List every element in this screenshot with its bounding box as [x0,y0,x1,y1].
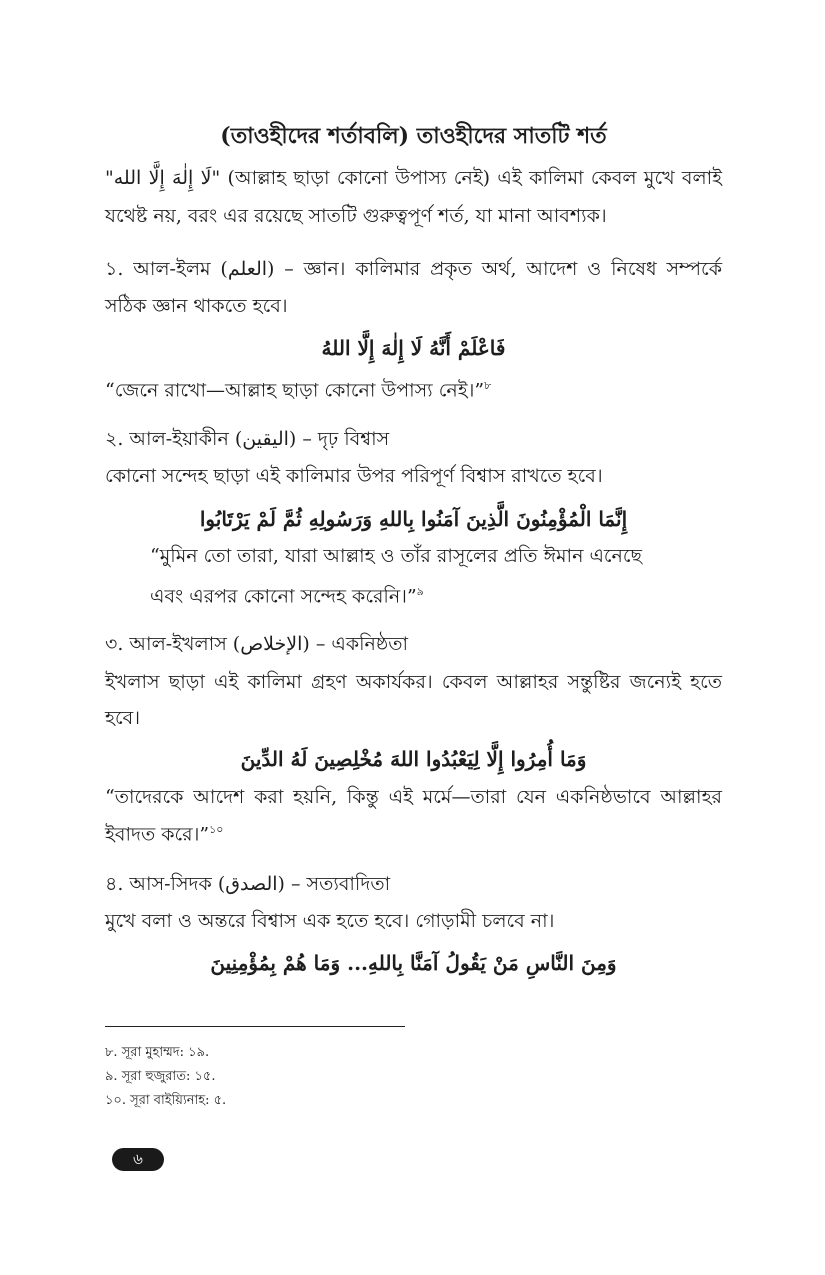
footnote-8: ৮. সূরা মুহাম্মদ: ১৯. [105,1045,210,1060]
section-1-arabic-verse: فَاعْلَمْ أَنَّهُ لَا إِلٰهَ إِلَّا اللهُ [321,336,506,360]
footnote-ref-8: ৮ [484,379,492,392]
translation-text: ইবাদত করে।” [105,823,210,846]
footnote-ref-9: ৯ [416,585,424,598]
footnote-divider [105,1026,405,1027]
section-2-body-1: কোনো সন্দেহ ছাড়া এই কালিমার উপর পরিপূর্ণ বিশ্বাস রাখতে হবে। [105,465,603,487]
footnote-10: ১০. সূরা বাইয়্যিনাহ: ৫. [105,1093,227,1108]
section-3-translation-2 [105,818,223,846]
page-number-badge: ৬ [112,1148,164,1171]
section-3-translation-1: “তাদেরকে আদেশ করা হয়নি, কিন্তু এই মর্মে—তারা যেন একনিষ্ঠভাবে আল্লাহর [105,786,722,808]
footnote-ref-10: ১০ [209,823,224,836]
section-2-arabic-verse: إِنَّمَا الْمُؤْمِنُونَ الَّذِينَ آمَنُوا بِاللهِ وَرَسُولِهِ ثُمَّ لَمْ يَرْتَابُوا [199,507,628,531]
section-4-arabic-verse: وَمِنَ النَّاسِ مَنْ يَقُولُ آمَنَّا بِاللهِ... وَمَا هُمْ بِمُؤْمِنِينَ [210,951,617,975]
translation-text: “জেনে রাখো—আল্লাহ ছাড়া কোনো উপাস্য নেই।” [105,379,485,402]
section-3-body-2: হবে। [105,707,140,729]
section-1-heading: ১. আল-ইলম (العلم) – জ্ঞান। কালিমার প্রকৃত অর্থ, আদেশ ও নিষেধ সম্পর্কে [105,258,722,280]
section-3-body-1: ইখলাস ছাড়া এই কালিমা গ্রহণ অকার্যকর। কেবল আল্লাহর সন্তুষ্টির জন্যেই হতে [105,671,722,693]
section-2-translation-1: “মুমিন তো তারা, যারা আল্লাহ ও তাঁর রাসূলের প্রতি ঈমান এনেছে [150,545,643,567]
intro-line-2: যথেষ্ট নয়, বরং এর রয়েছে সাতটি গুরুত্বপূর্ণ শর্ত, যা মানা আবশ্যক। [105,205,607,227]
section-1-body-1: সঠিক জ্ঞান থাকতে হবে। [105,295,288,317]
translation-text: এবং এরপর কোনো সন্দেহ করেনি।” [150,585,417,608]
intro-line-1: "لَا إِلٰهَ إِلَّا الله" (আল্লাহ ছাড়া কোনো উপাস্য নেই) এই কালিমা কেবল মুখে বলাই [105,167,723,189]
section-2-heading: ২. আল-ইয়াকীন (اليقين) – দৃঢ় বিশ্বাস [105,428,390,450]
section-1-translation [105,374,491,402]
section-4-body-1: মুখে বলা ও অন্তরে বিশ্বাস এক হতে হবে। গোড়ামী চলবে না। [105,910,555,932]
section-3-arabic-verse: وَمَا أُمِرُوا إِلَّا لِيَعْبُدُوا اللهَ مُخْلِصِينَ لَهُ الدِّينَ [240,747,587,771]
page-title: (তাওহীদের শর্তাবলি) তাওহীদের সাতটি শর্ত [220,123,607,149]
section-2-translation-2 [150,580,722,608]
footnote-9: ৯. সূরা হুজুরাত: ১৫. [105,1069,216,1084]
section-4-heading: ৪. আস-সিদক (الصدق) – সত্যবাদিতা [105,873,391,895]
section-3-heading: ৩. আল-ইখলাস (الإخلاص) – একনিষ্ঠতা [105,633,409,655]
